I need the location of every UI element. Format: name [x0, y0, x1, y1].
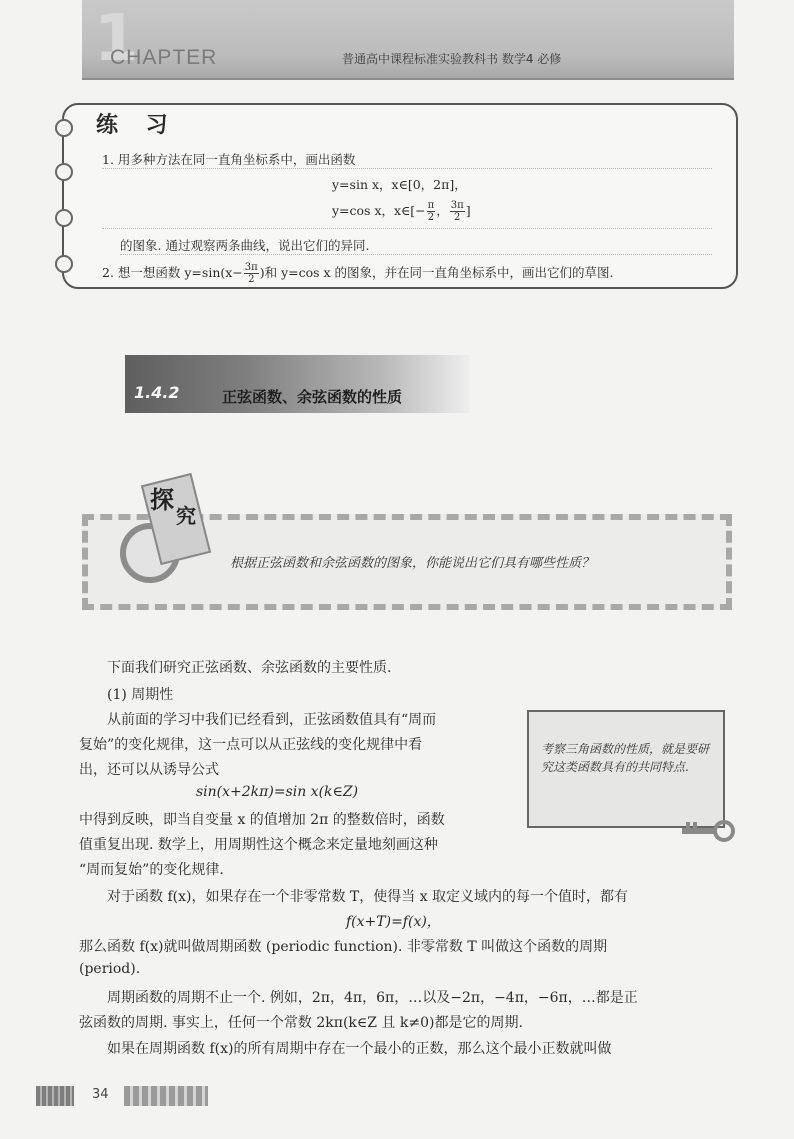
paragraph-line: 中得到反映，即当自变量 x 的值增加 2π 的整数倍时，函数	[79, 812, 445, 828]
chapter-number: 1	[94, 2, 139, 76]
binder-ring-icon	[55, 255, 73, 273]
formula-induction: sin(x+2kπ)=sin x(k∈Z)	[196, 784, 359, 800]
binder-ring-icon	[55, 209, 73, 227]
explore-label-2: 究	[176, 504, 196, 528]
binder-ring-icon	[55, 163, 73, 181]
paragraph-line: “周而复始”的变化规律.	[79, 862, 224, 878]
exercise-q1-f1: y=sin x，x∈[0，2π]，	[332, 177, 467, 192]
side-note-text: 考察三角函数的性质，就是要研究这类函数具有的共同特点.	[541, 742, 710, 774]
exercise-q1-tail: 的图象. 通过观察两条曲线，说出它们的异同.	[120, 236, 712, 255]
exercise-q2: 2. 想一想函数 y=sin(x− $\frac{3\pi}{2}$ )和 y=cos x 的图象，并在同一直角坐标系中，画出它们的草图.	[102, 262, 614, 285]
binder-ring-icon	[55, 119, 73, 137]
exercise-q1-intro: 1. 用多种方法在同一直角坐标系中，画出函数	[102, 150, 712, 169]
key-icon	[682, 818, 736, 844]
exercise-q1-f2: y=cos x，x∈[− $\frac{\pi}{2}$ ， $\frac{3\pi}{2}$ ]	[332, 200, 471, 223]
explore-question: 根据正弦函数和余弦函数的图象，你能说出它们具有哪些性质？	[230, 556, 595, 571]
paragraph-line: 对于函数 f(x)，如果存在一个非零常数 T，使得当 x 取定义域内的每一个值时，都有	[107, 889, 629, 905]
paragraph-line: 出，还可以从诱导公式	[79, 762, 219, 778]
chapter-label: CHAPTER	[110, 46, 218, 69]
paragraph-line: (period).	[79, 961, 141, 977]
formula-periodic: f(x+T)=f(x)，	[346, 914, 441, 930]
paragraph-line: 从前面的学习中我们已经看到，正弦函数值具有“周而	[107, 712, 437, 728]
paragraph-line: 周期函数的周期不止一个. 例如，2π，4π，6π，…以及−2π，−4π，−6π，…都是正	[107, 990, 638, 1006]
exercise-title: 练 习	[96, 113, 178, 138]
paragraph: 下面我们研究正弦函数、余弦函数的主要性质.	[107, 660, 392, 676]
paragraph-line: 如果在周期函数 f(x)的所有周期中存在一个最小的正数，那么这个最小正数就叫做	[107, 1041, 612, 1057]
paragraph-line: 复始”的变化规律，这一点可以从正弦线的变化规律中看	[79, 737, 423, 753]
page-number: 34	[92, 1087, 109, 1102]
section-title: 正弦函数、余弦函数的性质	[222, 388, 403, 406]
book-title: 普通高中课程标准实验教科书 数学4 必修	[342, 52, 562, 66]
subheading-periodicity: (1) 周期性	[107, 687, 174, 703]
footer-bar-left	[36, 1086, 74, 1106]
paragraph-line: 那么函数 f(x)就叫做周期函数 (periodic function). 非零常数 T 叫做这个函数的周期	[79, 939, 608, 955]
section-number: 1.4.2	[134, 383, 180, 402]
paragraph-line: 值重复出现. 数学上，用周期性这个概念来定量地刻画这种	[79, 837, 438, 853]
footer-bar-right	[124, 1086, 208, 1106]
paragraph-line: 弦函数的周期. 事实上，任何一个常数 2kπ(k∈Z 且 k≠0)都是它的周期.	[79, 1015, 523, 1031]
explore-label-1: 探	[150, 486, 174, 514]
